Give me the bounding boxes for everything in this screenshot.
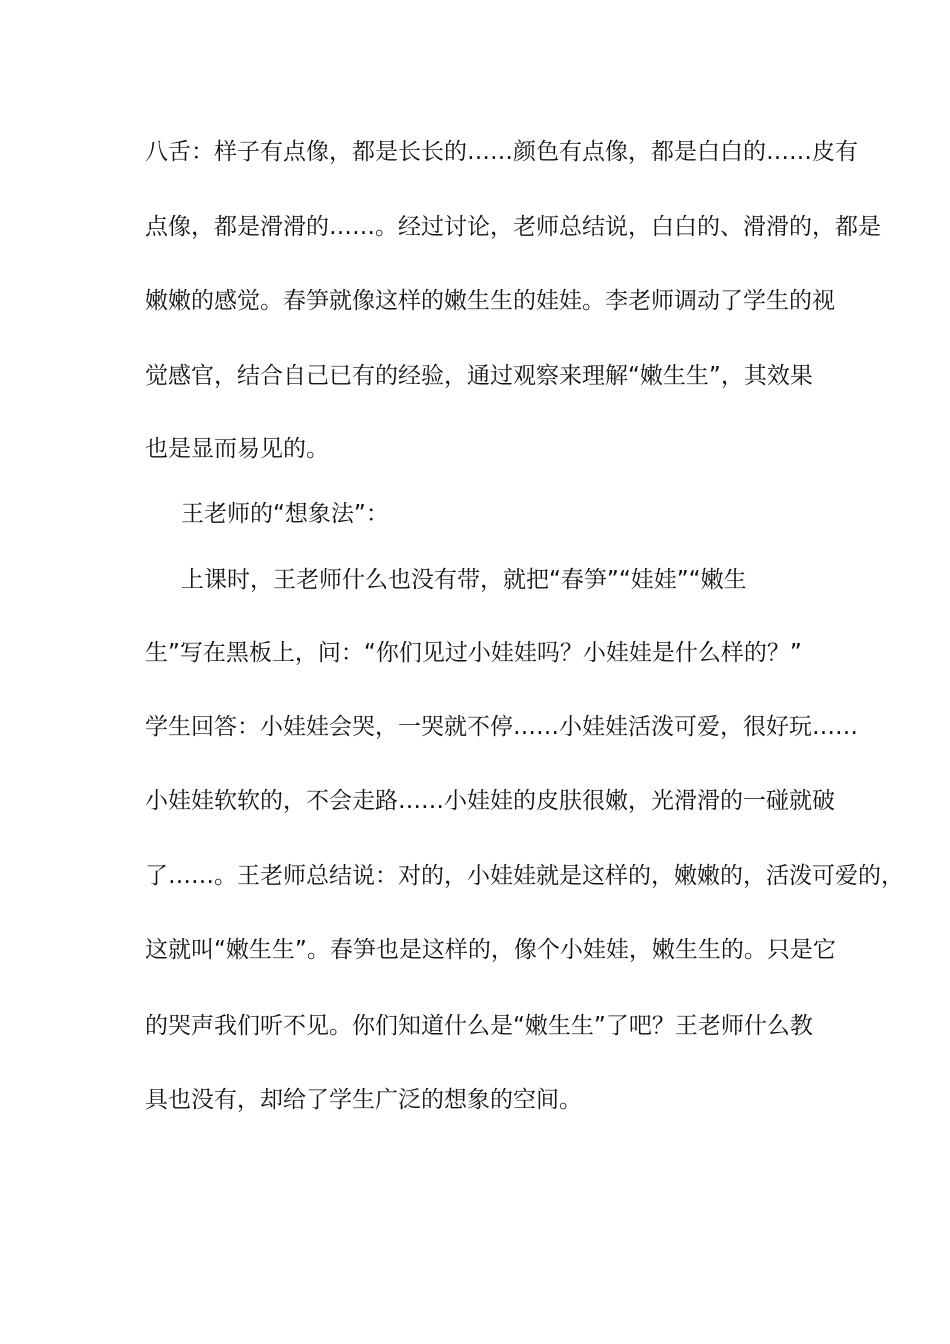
paragraph-line: 学生回答：小娃娃会哭，一哭就不停……小娃娃活泼可爱，很好玩……: [145, 714, 858, 740]
paragraph-line: 上课时，王老师什么也没有带，就把“春笋”“娃娃”“嫩生: [181, 567, 747, 593]
paragraph-line: 生”写在黑板上，问：“你们见过小娃娃吗？小娃娃是什么样的？”: [145, 640, 802, 666]
section-heading: 王老师的“想象法”：: [181, 501, 389, 527]
paragraph-line: 具也没有，却给了学生广泛的想象的空间。: [145, 1087, 582, 1113]
paragraph-line: 点像，都是滑滑的……。经过讨论，老师总结说，白白的、滑滑的，都是: [145, 214, 881, 240]
paragraph-line: 小娃娃软软的，不会走路……小娃娃的皮肤很嫩，光滑滑的一碰就破: [145, 788, 835, 814]
paragraph-line: 嫩嫩的感觉。春笋就像这样的嫩生生的娃娃。李老师调动了学生的视: [145, 288, 835, 314]
paragraph-line: 了……。王老师总结说：对的，小娃娃就是这样的，嫩嫩的，活泼可爱的，: [145, 863, 904, 889]
paragraph-line: 觉感官，结合自己已有的经验，通过观察来理解“嫩生生”，其效果: [145, 363, 813, 389]
paragraph-line: 八舌：样子有点像，都是长长的……颜色有点像，都是白白的……皮有: [145, 139, 858, 165]
paragraph-line: 这就叫“嫩生生”。春笋也是这样的，像个小娃娃，嫩生生的。只是它: [145, 937, 836, 963]
paragraph-line: 的哭声我们听不见。你们知道什么是“嫩生生”了吧？王老师什么教: [145, 1013, 813, 1039]
paragraph-line: 也是显而易见的。: [145, 436, 329, 462]
